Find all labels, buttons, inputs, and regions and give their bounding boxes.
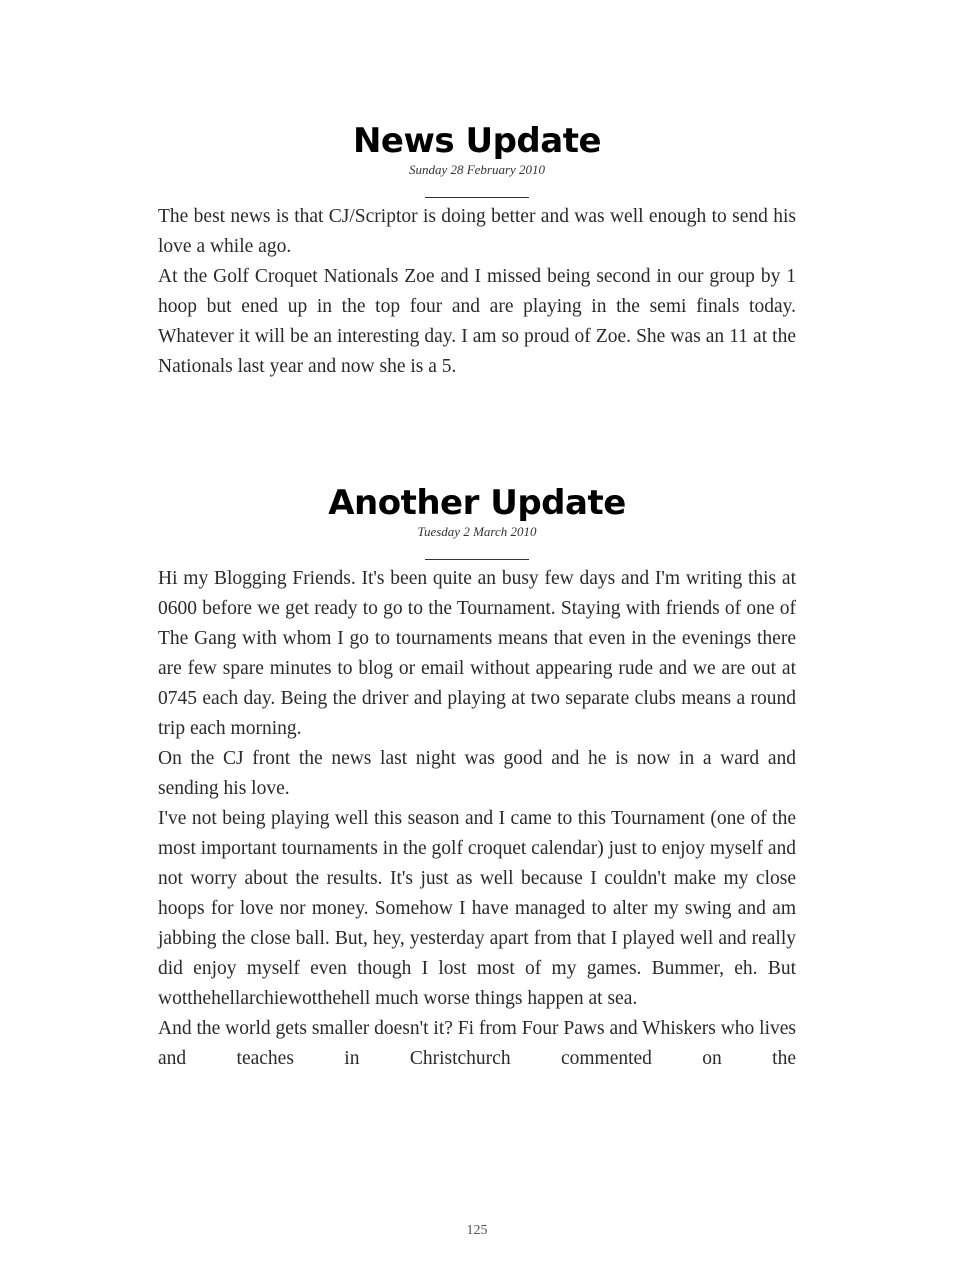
- paragraph: Hi my Blogging Friends. It's been quite an busy few days and I'm writing this at 0600 before we get ready to go to the Tournament. Staying with friends of one of The Gang with whom I go to tournaments means that even in the evenings there are few spare minutes to blog or email without appearing rude and we are out at 0745 each day. Being the driver and playing at two separate clubs means a round trip each morning.: [158, 568, 796, 739]
- post-another-update: [158, 482, 796, 1074]
- paragraph: And the world gets smaller doesn't it? Fi from Four Paws and Whiskers who lives and teaches in Christchurch commented on the: [158, 1018, 796, 1069]
- post-title: News Update: [352, 121, 602, 161]
- page-number: 125: [466, 1223, 488, 1238]
- post-body: [158, 564, 796, 1074]
- title-separator: [425, 197, 529, 198]
- post-title: Another Update: [328, 483, 626, 523]
- post-body: [158, 202, 796, 382]
- paragraph: At the Golf Croquet Nationals Zoe and I missed being second in our group by 1 hoop but ened up in the top four and are playing in the semi finals today. Whatever it will be an interesting day. I am so proud of Zoe. She was an 11 at the Nationals last year and now she is a 5.: [158, 266, 796, 377]
- paragraph: The best news is that CJ/Scriptor is doing better and was well enough to send his love a while ago.: [158, 206, 796, 257]
- post-date: Sunday 28 February 2010: [408, 162, 546, 177]
- post-date: Tuesday 2 March 2010: [417, 524, 537, 539]
- post-news-update: [158, 120, 796, 382]
- title-separator: [425, 559, 529, 560]
- paragraph: I've not being playing well this season and I came to this Tournament (one of the most important tournaments in the golf croquet calendar) just to enjoy myself and not worry about the results. It's just as well because I couldn't make my close hoops for love nor money. Somehow I have managed to alter my swing and am jabbing the close ball. But, hey, yesterday apart from that I played well and really did enjoy myself even though I lost most of my games. Bummer, eh. But wotthehellarchiewotthehell much worse things happen at sea.: [158, 808, 796, 1009]
- paragraph: On the CJ front the news last night was good and he is now in a ward and sending his love.: [158, 748, 796, 799]
